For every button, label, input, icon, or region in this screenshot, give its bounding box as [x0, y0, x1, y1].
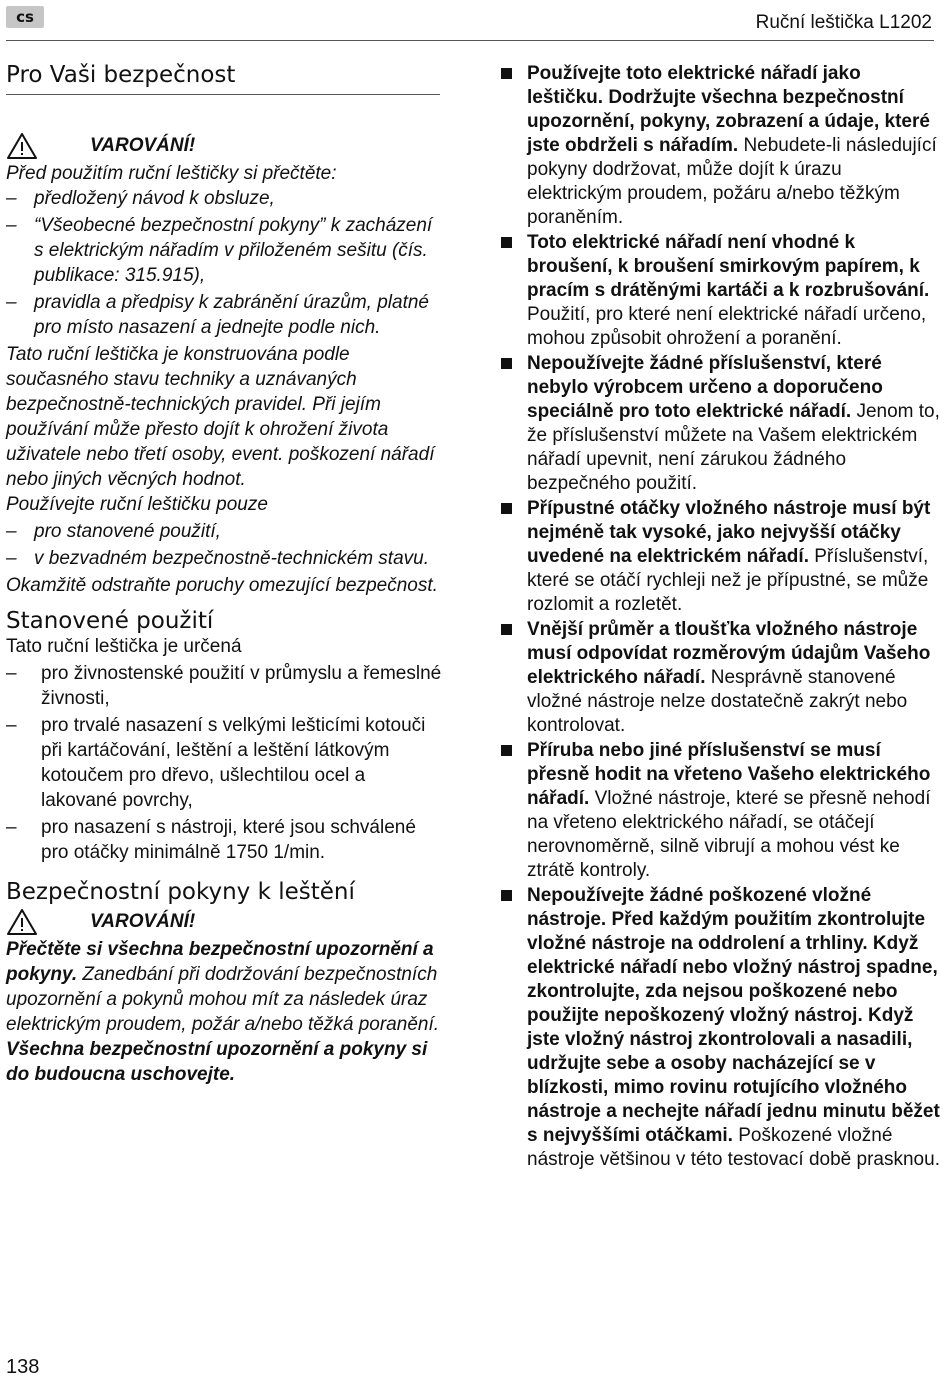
use-only-text: Používejte ruční leštičku pouze	[6, 494, 268, 515]
square-bullet-icon	[501, 745, 512, 756]
bullet-text: Poškozené vložné nástroje většinou v této testovací době prasknou.	[527, 1125, 940, 1170]
list-item	[500, 62, 940, 230]
product-title: Ruční leštička L1202	[755, 12, 932, 33]
warning-label: VAROVÁNÍ!	[90, 911, 196, 932]
square-bullet-icon	[501, 503, 512, 514]
square-bullet-icon	[501, 890, 512, 901]
square-bullet-icon	[501, 358, 512, 369]
use-list	[6, 519, 446, 571]
polishing-safety-heading: Bezpečnostní pokyny k leštění	[6, 879, 355, 905]
read-all-text: Zanedbání při dodržování bezpečnostních upozornění a pokynů mohou mít za následek úraz elektrickým proudem, požár a/nebo těžká poranění.	[6, 964, 440, 1035]
bullet-bold: Přípustné otáčky vložného nástroje musí být nejméně tak vysoké, jako nejvyšší otáčky uvedené na elektrickém nářadí.	[527, 498, 931, 567]
list-item: – pro trvalé nasazení s velkými lešticími kotouči při kartáčování, leštění a leštění látkovým kotoučem pro dřevo, ušlechtilou ocel a lakované povrchy,	[6, 713, 446, 813]
warning-row	[6, 907, 446, 937]
list-item	[500, 884, 940, 1172]
bullet-bold: Vnější průměr a tloušťka vložného nástroje musí odpovídat rozměrovým údajům Vašeho elektrického nářadí.	[527, 619, 931, 688]
square-bullet-icon	[501, 68, 512, 79]
bullet-bold: Příruba nebo jiné příslušenství se musí přesně hodit na vřeteno Vašeho elektrického nářadí.	[527, 740, 931, 809]
warning-triangle-icon	[6, 132, 38, 160]
list-item: – v bezvadném bezpečnostně-technickém stavu.	[6, 546, 446, 571]
bullet-text: Použití, pro které není elektrické nářadí určeno, mohou způsobit ohrožení a poranění.	[527, 304, 927, 349]
faults-text: Okamžitě odstraňte poruchy omezující bezpečnost.	[6, 575, 438, 596]
safety-heading: Pro Vaši bezpečnost	[6, 62, 440, 95]
warning-label: VAROVÁNÍ!	[90, 135, 196, 156]
header-divider	[6, 40, 934, 41]
bullet-bold: Toto elektrické nářadí není vhodné k broušení, k broušení smirkovým papírem, k pracím s drátěnými kartáči a k rozbrušování.	[527, 232, 930, 301]
square-bullet-icon	[501, 237, 512, 248]
list-item: – pro živnostenské použití v průmyslu a řemeslné živnosti,	[6, 661, 446, 711]
safety-bullet-list	[500, 62, 940, 1172]
list-item: – předložený návod k obsluze,	[6, 186, 446, 211]
list-item	[500, 497, 940, 617]
warning-triangle-icon	[6, 908, 38, 936]
list-item: – pravidla a předpisy k zabránění úrazům, platné pro místo nasazení a jednejte podle nich.	[6, 290, 446, 340]
intended-intro: Tato ruční leštička je určená	[6, 636, 242, 657]
bullet-text: Příslušenství, které se otáčí rychleji než je přípustné, se může rozlomit a rozletět.	[527, 546, 929, 615]
bullet-bold: Nepoužívejte žádné příslušenství, které nebylo výrobcem určeno a doporučeno speciálně pro toto elektrické nářadí.	[527, 353, 883, 422]
square-bullet-icon	[501, 624, 512, 635]
left-column	[6, 60, 446, 1087]
list-item: – pro nasazení s nástroji, které jsou schválené pro otáčky minimálně 1750 1/min.	[6, 815, 446, 865]
list-item: – pro stanovené použití,	[6, 519, 446, 544]
list-item	[500, 231, 940, 351]
intended-list	[6, 661, 446, 865]
intended-use-heading: Stanovené použití	[6, 608, 214, 634]
bullet-bold: Nepoužívejte žádné poškozené vložné nástroje. Před každým použitím zkontrolujte vložné nástroje na oddrolení a trhliny. Když elektrické nářadí nebo vložný nástroj spadne, zkontrolujte, zda nejsou poškozené nebo použijte nepoškozený vložný nástroj. Když jste vložný nástroj zkontrolovali a nasadili, udržujte sebe a osoby nacházející se v blízkosti, mimo rovinu rotujícího vložného nástroje a nechejte nářadí jednu minutu běžet s nejvyššími otáčkami.	[527, 885, 940, 1146]
list-item	[500, 352, 940, 496]
keep-instructions-bold: Všechna bezpečnostní upozornění a pokyny si do budoucna uschovejte.	[6, 1039, 428, 1085]
list-item: – “Všeobecné bezpečnostní pokyny” k zacházení s elektrickým nářadím v přiloženém sešitu (čís. publikace: 315.915),	[6, 213, 446, 288]
list-item	[500, 739, 940, 883]
right-column	[500, 62, 940, 1172]
bullet-text: Jenom to, že příslušenství můžete na Vašem elektrickém nářadí upevnit, není zárukou žádného bezpečného použití.	[527, 401, 940, 494]
design-paragraph: Tato ruční leštička je konstruována podle současného stavu techniky a uznávaných bezpečnostně-technických pravidel. Při jejím používání může přesto dojít k ohrožení života uživatele nebo třetí osoby, event. poškození nářadí nebo jiných věcných hodnot.	[6, 344, 435, 490]
page-number: 138	[6, 1356, 40, 1378]
read-all-bold: Přečtěte si všechna bezpečnostní upozornění a pokyny.	[6, 939, 434, 985]
bullet-text: Nesprávně stanovené vložné nástroje nelze dostatečně zakrýt nebo kontrolovat.	[527, 667, 908, 736]
language-badge: cs	[6, 6, 44, 28]
read-list	[6, 186, 446, 340]
before-use-text: Před použitím ruční leštičky si přečtěte:	[6, 163, 337, 184]
bullet-bold: Používejte toto elektrické nářadí jako leštičku. Dodržujte všechna bezpečnostní upozornění, pokyny, zobrazení a údaje, které jste obdrželi s nářadím.	[527, 63, 930, 156]
warning-row	[6, 131, 446, 161]
bullet-text: Vložné nástroje, které se přesně nehodí na vřeteno elektrického nářadí, se otáčejí nerovnoměrně, silně vibrují a mohou vést ke ztrátě kontroly.	[527, 788, 931, 881]
read-all-paragraph	[6, 937, 446, 1087]
bullet-text: Nebudete-li následující pokyny dodržovat, může dojít k úrazu elektrickým proudem, požáru a/nebo těžkým poraněním.	[527, 135, 937, 228]
list-item	[500, 618, 940, 738]
